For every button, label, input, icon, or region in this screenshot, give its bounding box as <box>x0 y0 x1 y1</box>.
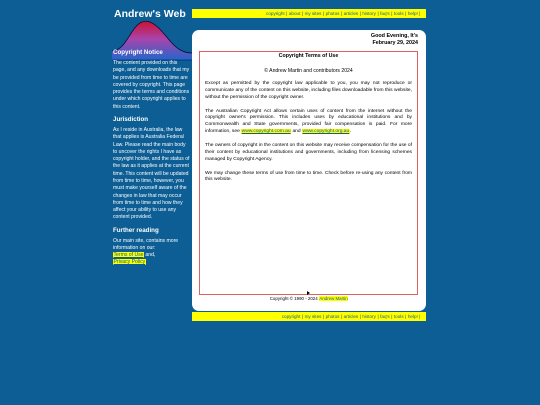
nav-link-faqs[interactable]: faq's <box>380 314 390 319</box>
current-date: February 29, 2024 <box>372 40 418 47</box>
nav-separator: | <box>391 11 393 16</box>
copyright-org-au-link[interactable]: www.copyright.org.au <box>302 129 350 135</box>
nav-link-history[interactable]: history <box>362 11 376 16</box>
nav-separator: | <box>419 314 421 319</box>
greeting <box>371 33 418 48</box>
paragraph-2-end: . <box>349 129 352 135</box>
nav-link-tools[interactable]: tools <box>393 314 404 319</box>
further-reading-intro: Our main site, contains more information on our: <box>113 237 179 251</box>
content-paragraph-4: We may change these terms of use from time to time. Check before re-using any content from this website. <box>205 170 412 183</box>
sidebar-text-further-reading <box>113 238 190 267</box>
footer-copyright-text: Copyright © 1990 - 2024 <box>269 296 318 301</box>
footer-owner-link[interactable]: Andrew Martin <box>319 296 348 301</box>
privacy-policy-link[interactable]: Privacy Policy <box>113 259 146 266</box>
nav-separator: | <box>286 11 288 16</box>
greeting-line: Good Evening, It's <box>370 33 418 39</box>
nav-separator: | <box>322 11 325 16</box>
nav-link-copyright[interactable]: copyright <box>281 314 301 319</box>
copyright-com-au-link[interactable]: www.copyright.com.au <box>241 129 291 135</box>
nav-link-photos[interactable]: photos <box>325 11 340 16</box>
nav-link-help[interactable]: help! <box>407 314 418 319</box>
nav-link-about[interactable]: about <box>288 11 301 16</box>
footer-copyright <box>192 296 426 301</box>
sidebar-heading-jurisdiction: Jurisdiction <box>113 115 149 123</box>
content-paragraph-3: The owners of copyright in the content on this website may receive compensation for the use of their content by educational institutions and governments, including from licensing schemes managed by Copyright Agency. <box>205 143 412 162</box>
nav-link-help[interactable]: help! <box>407 11 418 16</box>
nav-link-my-sites[interactable]: my sites <box>304 11 322 16</box>
site-title: Andrew's Web <box>114 8 186 20</box>
nav-link-copyright[interactable]: copyright <box>266 11 285 16</box>
site-logo[interactable] <box>112 8 192 54</box>
bottom-navigation <box>192 312 426 321</box>
and-text: and, <box>144 252 156 259</box>
pointer-arrow-icon <box>307 291 310 295</box>
nav-link-articles[interactable]: articles <box>343 314 359 319</box>
nav-separator: | <box>419 11 421 16</box>
sidebar-heading-copyright: Copyright Notice <box>113 49 163 56</box>
content-paragraph-1: Except as permitted by the copyright law applicable to you, you may not reproduce or communicate any of the content on this website, including files downloadable from this website, without the permission of the copyright owner. <box>205 81 412 100</box>
nav-separator: | <box>301 11 304 16</box>
nav-separator: | <box>340 11 343 16</box>
content-paragraph-2 <box>205 109 412 136</box>
nav-separator: | <box>391 314 393 319</box>
content-title: Copyright Terms of Use <box>278 53 339 59</box>
paragraph-2-and: and <box>291 129 302 135</box>
content-credit: © Andrew Martin and contributors 2024 <box>264 68 353 74</box>
nav-link-photos[interactable]: photos <box>325 314 340 319</box>
nav-separator: | <box>405 11 407 16</box>
sidebar-text-copyright: The content provided on this page, and any downloads that my be provided from time to time are covered by copyright. This page provides the terms and conditions under which copyright applies to this content. <box>113 60 190 110</box>
nav-separator: | <box>377 11 379 16</box>
top-navigation <box>192 9 426 18</box>
paragraph-2-text: The Australian Copyright Act allows certain uses of content from the internet without the copyright owner's permission. This includes uses by educational institutions and by Commonwealth and State governments, provided fair compensation is paid. For more information, see <box>205 108 412 135</box>
sidebar-heading-further-reading: Further reading <box>113 226 159 234</box>
nav-link-history[interactable]: history <box>362 314 376 319</box>
nav-link-my-sites[interactable]: my sites <box>304 314 322 319</box>
nav-separator: | <box>340 314 343 319</box>
sidebar <box>113 49 190 272</box>
nav-link-tools[interactable]: tools <box>393 11 404 16</box>
nav-separator: | <box>301 314 304 319</box>
main-content-card <box>192 30 426 311</box>
sidebar-text-jurisdiction: As I reside in Australia, the law that applies is Australia Federal Law. Please read the main body to uncover the rights I have as copyright holder, and the status of the law as it applies at the current time. This content will be updated from time to time, however, you must make yourself aware of the changes in law that may occur from time to time and how they affect your ability to use any content provided. <box>113 126 190 221</box>
nav-link-faqs[interactable]: faq's <box>380 11 390 16</box>
nav-separator: | <box>377 314 379 319</box>
terms-of-use-link[interactable]: Terms of Use <box>113 252 144 259</box>
nav-separator: | <box>359 11 361 16</box>
nav-separator: | <box>359 314 361 319</box>
copyright-terms-box <box>199 51 418 295</box>
nav-separator: | <box>322 314 325 319</box>
nav-link-articles[interactable]: articles <box>343 11 359 16</box>
nav-separator: | <box>405 314 407 319</box>
